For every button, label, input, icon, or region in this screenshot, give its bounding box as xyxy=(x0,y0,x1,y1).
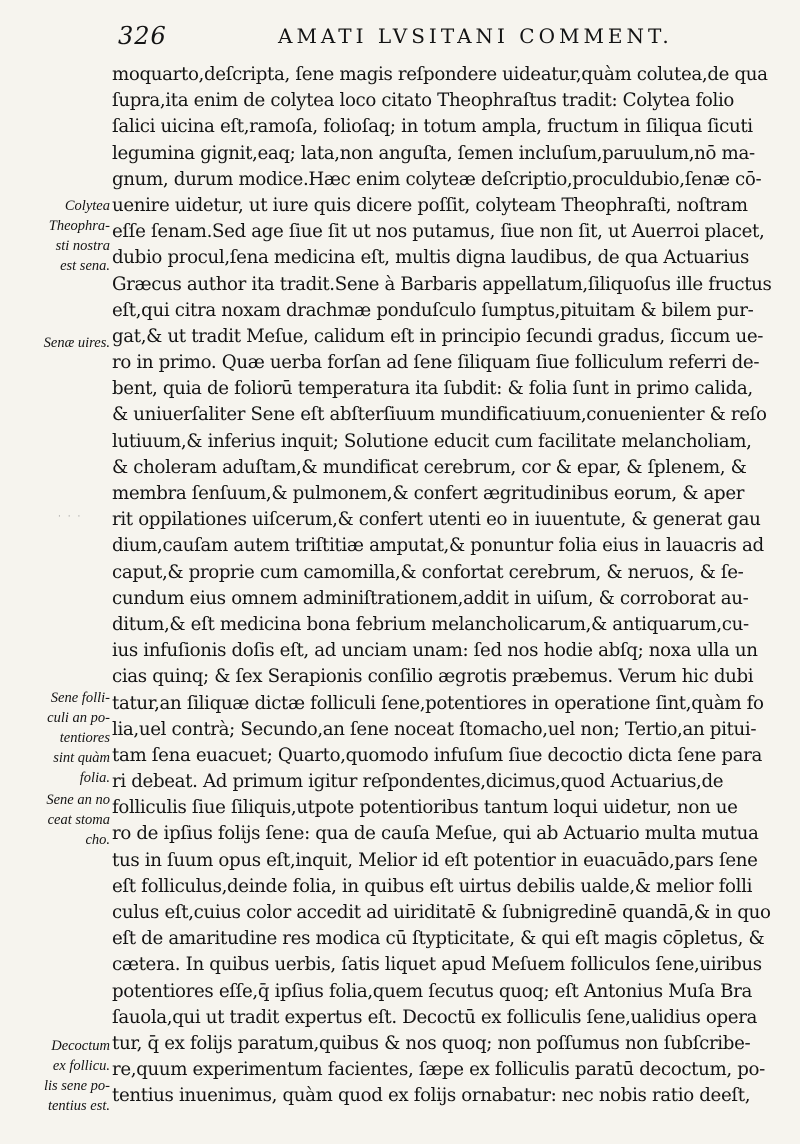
margin-note-line: Sene folli- xyxy=(50,690,110,706)
margin-note-line: Theophra- xyxy=(48,218,110,234)
margin-note-decoctum xyxy=(6,1036,110,1116)
margin-note-line: cho. xyxy=(85,832,110,848)
text-line: legumina gignit,eaq; lata,non anguſta, ſemen incluſum,paruulum,nō ma- xyxy=(112,142,755,164)
text-line: lia,uel contrà; Secundo,an ſene noceat ſtomacho,uel non; Tertio,an pitui- xyxy=(112,718,757,740)
text-line: re,quum experimentum facientes, ſæpe ex folliculis paratū decoctum, po- xyxy=(112,1059,765,1081)
text-line: eſt de amaritudine res modica cū ſtypticitate, & qui eſt magis cōpletus, & xyxy=(112,928,765,950)
margin-note-line: Senæ uires. xyxy=(43,335,110,351)
text-line: dium,cauſam autem triſtitiæ amputat,& ponuntur folia eius in lauacris ad xyxy=(112,535,764,557)
text-line: eſſe ſenam.Sed age ſiue ſit ut nos putamus, ſiue non ſit, ut Auerroi placet, xyxy=(112,221,765,243)
text-line: caput,& proprie cum camomilla,& confortat cerebrum, & neruos, & ſe- xyxy=(112,561,744,583)
text-line: ſalici uicina eſt,ramoſa, folioſaq; in totum ampla, fructum in ſiliqua ſicuti xyxy=(112,116,753,138)
text-line: ri debeat. Ad primum igitur reſpondentes,dicimus,quod Actuarius,de xyxy=(112,771,724,793)
text-line: & uniuerſaliter Sene eſt abſterſiuum mundificatiuum,conuenienter & reſo xyxy=(112,404,767,426)
text-line: rit oppilationes uiſcerum,& confert utenti eo in iuuentute, & generat gau xyxy=(112,509,761,531)
text-line: tatur,an ſiliquæ dictæ folliculi ſene,potentiores in operatione ſint,quàm fo xyxy=(112,692,764,714)
text-line: ius infuſionis doſis eſt, ad unciam unam: ſed nos hodie abſq; noxa ulla un xyxy=(112,640,758,662)
text-line: gnum, durum modice.Hæc enim colyteæ deſcriptio,proculdubio,ſenæ cō- xyxy=(112,168,762,190)
ink-smudge: · · · xyxy=(58,512,83,522)
text-line: folliculis ſiue ſiliquis,utpote potentioribus tantum loqui uidetur, non ue xyxy=(112,797,738,819)
text-line: ſauola,qui ut tradit expertus eſt. Decoctū ex folliculis ſene,ualidius opera xyxy=(112,1006,758,1028)
text-line: tam ſena euacuet; Quarto,quomodo infuſum ſiue decoctio dicta ſene para xyxy=(112,744,762,766)
text-line: tur, q̄ ex folijs paratum,quibus & nos quoq; non poſſumus non ſubſcribe- xyxy=(112,1032,751,1054)
margin-note-line: ceat stoma xyxy=(47,812,110,828)
text-line: ſupra,ita enim de colytea loco citato Theophraſtus tradit: Colytea folio xyxy=(112,90,735,112)
text-line: uenire uidetur, ut iure quis dicere poſſit, colyteam Theophraſti, noſtram xyxy=(112,194,748,216)
text-line: cætera. In quibus uerbis, ſatis liquet apud Meſuem folliculos ſene,uiribus xyxy=(112,954,762,976)
text-line: membra ſenſuum,& pulmonem,& confert ægritudinibus eorum, & aper xyxy=(112,483,745,504)
text-line: ditum,& eſt medicina bona febrium melancholicarum,& antiquarum,cu- xyxy=(112,613,749,635)
page-number: 326 xyxy=(118,22,167,50)
text-line: Græcus author ita tradit.Sene à Barbaris appellatum,ſiliquoſus ille fructus xyxy=(112,273,772,295)
text-line: gat,& ut tradit Meſue, calidum eſt in principio ſecundi gradus, ſiccum ue- xyxy=(112,325,764,347)
text-line: bent, quia de foliorū temperatura ita ſubdit: & folia ſunt in primo calida, xyxy=(112,378,753,400)
text-line: potentiores eſſe,q̄ ipſius folia,quem ſecutus quoq; eſt Antonius Muſa Bra xyxy=(112,980,752,1002)
margin-note-line: tentiores xyxy=(59,730,110,746)
page-header xyxy=(118,22,788,54)
margin-note-line: est sena. xyxy=(60,258,110,274)
text-line: lutiuum,& inferius inquit; Solutione educit cum facilitate melancholiam, xyxy=(112,430,752,452)
margin-note-line: sint quàm xyxy=(53,750,110,766)
running-head: AMATI LVSITANI COMMENT. xyxy=(278,24,673,48)
text-line: cundum eius omnem adminiſtrationem,addit in uiſum, & corroborat au- xyxy=(112,587,749,609)
text-line: culus eſt,cuius color accedit ad uiriditatē & ſubnigredinē quandā,& in quo xyxy=(112,902,771,923)
text-line: dubio procul,ſena medicina eſt, multis digna laudibus, de qua Actuarius xyxy=(112,247,749,269)
margin-note-line: Decoctum xyxy=(51,1038,110,1054)
margin-note-line: Colytea xyxy=(64,198,110,214)
margin-note-sene-folliculi xyxy=(6,688,110,788)
text-line: ro de ipſius folijs ſene: qua de cauſa Meſue, qui ab Actuario multa mutua xyxy=(112,823,759,845)
margin-note-line: sti nostra xyxy=(55,238,110,254)
margin-note-line: Sene an no xyxy=(46,792,110,808)
margin-note-colytea xyxy=(6,196,110,276)
margin-note-line: culi an po- xyxy=(47,710,110,726)
text-line: tus in ſuum opus eſt,inquit, Melior id eſt potentior in euacuādo,pars ſene xyxy=(112,849,758,871)
text-line: moquarto,deſcripta, ſene magis reſpondere uideatur,quàm colutea,de qua xyxy=(112,64,768,85)
margin-note-line: tentius est. xyxy=(47,1098,110,1114)
margin-note-line: folia. xyxy=(79,770,110,786)
text-line: eſt,qui citra noxam drachmæ ponduſculo ſumptus,pituitam & bilem pur- xyxy=(112,299,754,321)
text-line: eſt folliculus,deinde folia, in quibus eſt uirtus debilis ualde,& melior folli xyxy=(112,875,753,897)
main-text-column xyxy=(112,62,780,1110)
text-line: cias quinq; & ſex Serapionis conſilio ægrotis præbemus. Verum hic dubi xyxy=(112,666,754,688)
margin-note-sene-stomacho xyxy=(6,790,110,850)
text-line: & choleram aduſtam,& mundificat cerebrum, cor & epar, & ſplenem, & xyxy=(112,456,747,478)
text-line: tentius inuenimus, quàm quod ex folijs ornabatur: nec nobis ratio deeſt, xyxy=(112,1085,751,1107)
margin-note-line: ex follicu. xyxy=(52,1058,110,1074)
text-line: ro in primo. Quæ uerba forſan ad ſene ſiliquam ſiue folliculum referri de- xyxy=(112,352,760,374)
margin-note-senae-vires xyxy=(6,333,110,353)
margin-note-line: lis sene po- xyxy=(43,1078,110,1094)
